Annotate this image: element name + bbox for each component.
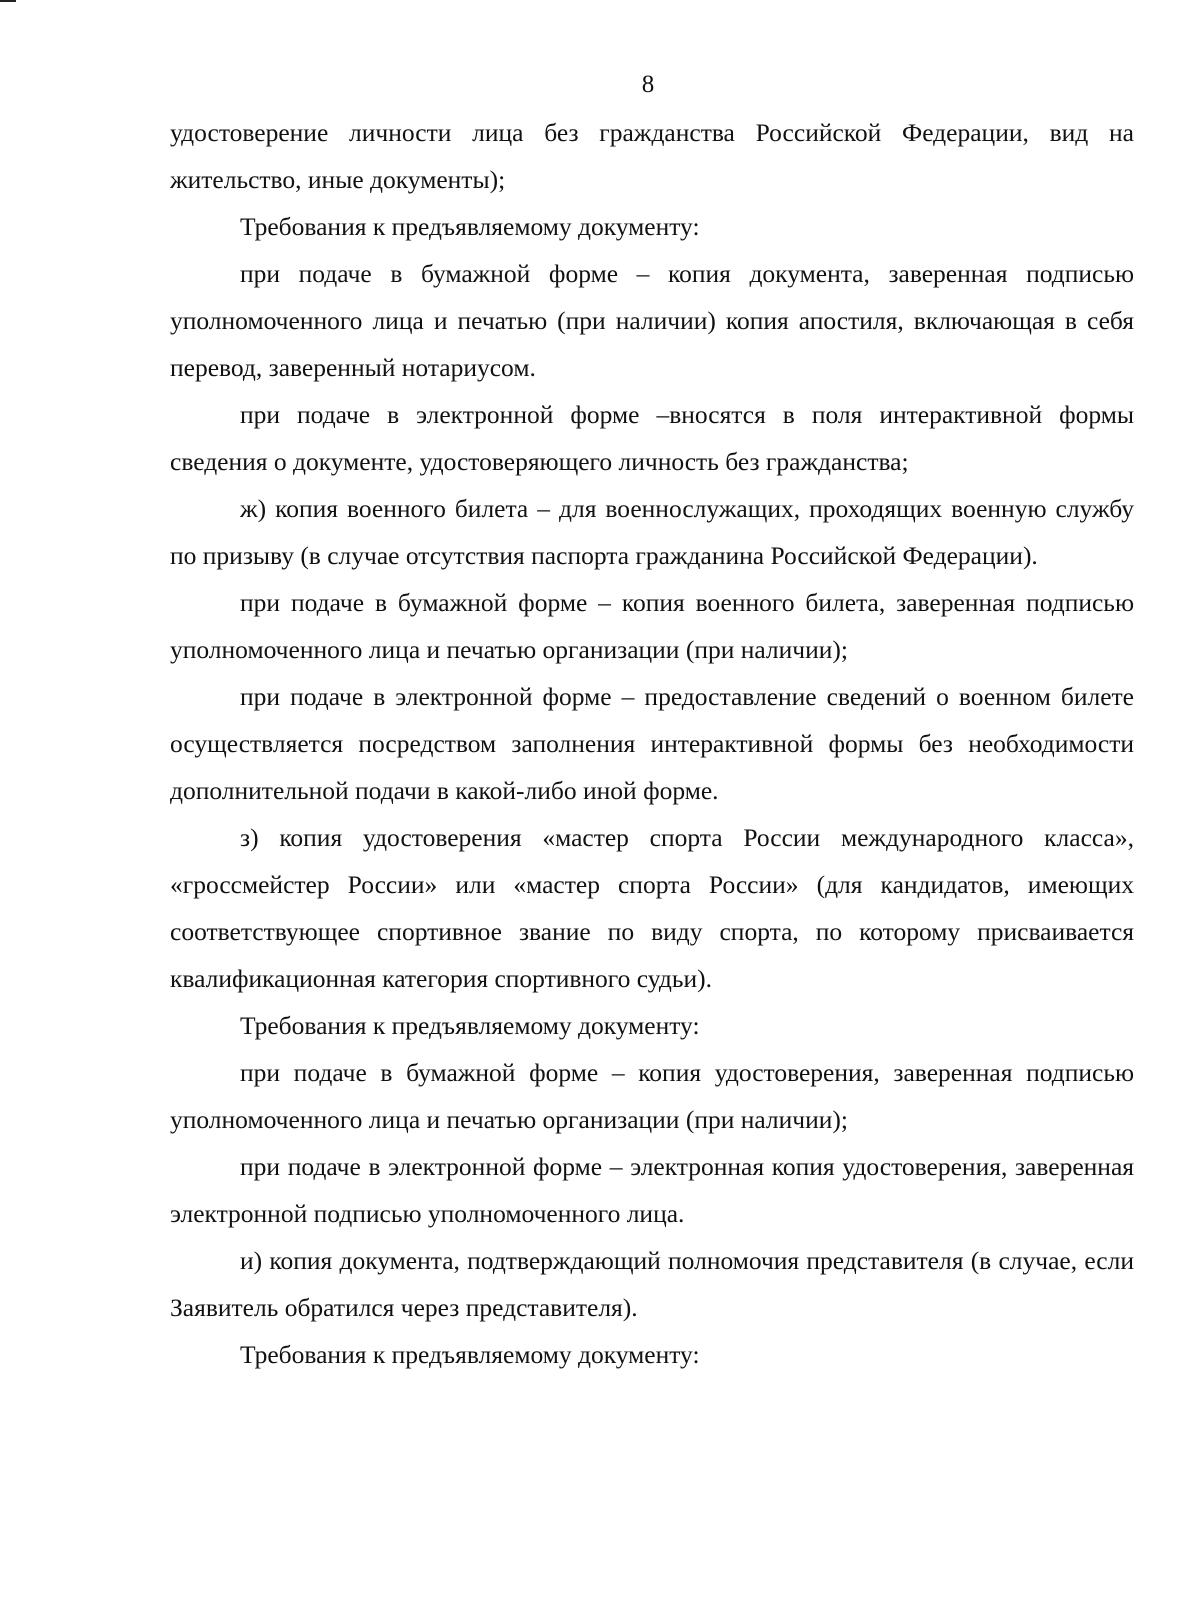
paragraph: при подаче в бумажной форме – копия военного билета, заверенная подписью уполномоченного лица и печатью организации (при наличии); xyxy=(170,588,1134,664)
document-body xyxy=(170,109,1134,1378)
paragraph: з) копия удостоверения «мастер спорта России международного класса», «гроссмейстер России» или «мастер спорта России» (для кандидатов, имеющих соответствующее спортивное звание по виду спорта, по которому присваивается квалификационная категория спортивного судьи). xyxy=(170,823,1134,993)
paragraph: при подаче в электронной форме –вносятся в поля интерактивной формы сведения о документе, удостоверяющего личность без гражданства; xyxy=(170,400,1134,476)
paragraph: при подаче в бумажной форме – копия документа, заверенная подписью уполномоченного лица и печатью (при наличии) копия апостиля, включающая в себя перевод, заверенный нотариусом. xyxy=(170,259,1134,382)
scan-edge-mark xyxy=(0,0,16,2)
paragraph: ж) копия военного билета – для военнослужащих, проходящих военную службу по призыву (в случае отсутствия паспорта гражданина Российской Федерации). xyxy=(170,494,1134,570)
page-number: 8 xyxy=(641,71,655,98)
paragraph: при подаче в электронной форме – предоставление сведений о военном билете осуществляется посредством заполнения интерактивной формы без необходимости дополнительной подачи в какой-либо иной форме. xyxy=(170,682,1134,805)
paragraph: Требования к предъявляемому документу: xyxy=(240,1011,700,1040)
paragraph: Требования к предъявляемому документу: xyxy=(240,1340,700,1369)
paragraph: Требования к предъявляемому документу: xyxy=(240,212,700,241)
paragraph: при подаче в бумажной форме – копия удостоверения, заверенная подписью уполномоченного лица и печатью организации (при наличии); xyxy=(170,1058,1134,1134)
paragraph: и) копия документа, подтверждающий полномочия представителя (в случае, если Заявитель обратился через представителя). xyxy=(170,1246,1134,1322)
paragraph: удостоверение личности лица без гражданства Российской Федерации, вид на жительство, иные документы); xyxy=(170,118,1134,194)
paragraph: при подаче в электронной форме – электронная копия удостоверения, заверенная электронной подписью уполномоченного лица. xyxy=(170,1152,1134,1228)
